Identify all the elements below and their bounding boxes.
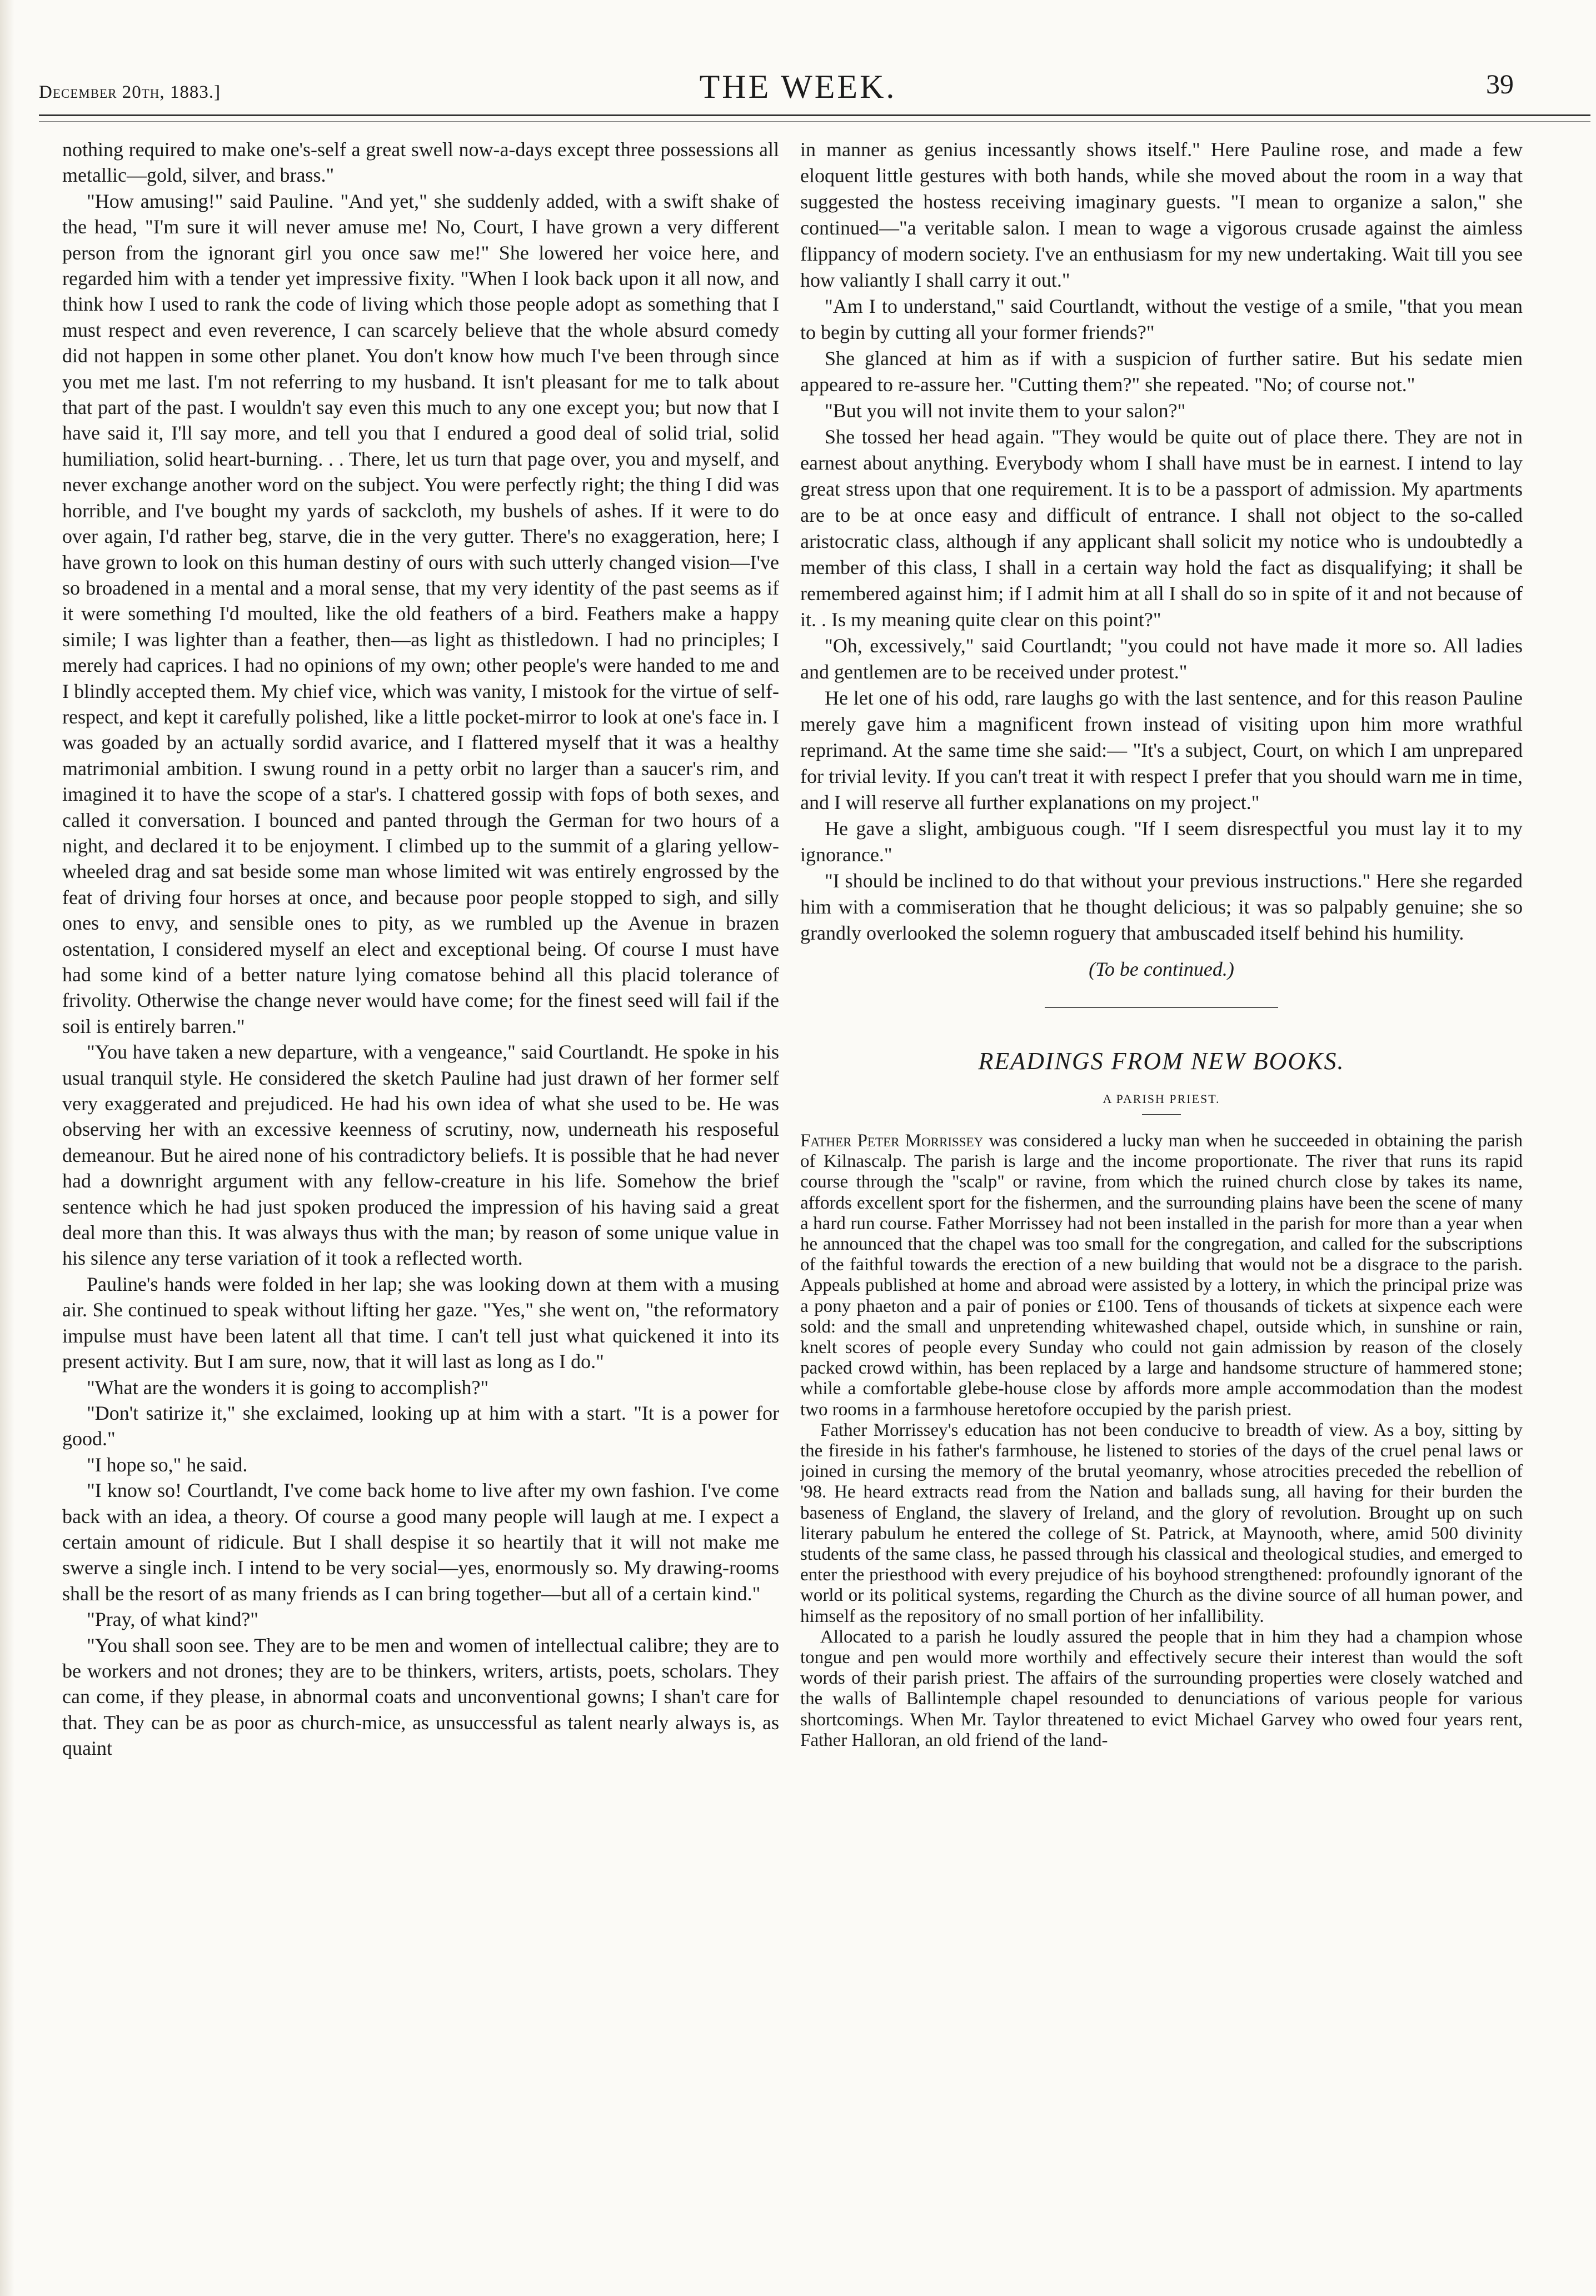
paragraph-text: was considered a lucky man when he succeeded in obtaining the parish of Kilnascalp. The parish is large and the income proportionate. The river that runs its rapid course through the "scalp" or ravine, from which the ruined church close by takes its name, affords excellent sport for the fishermen, and the surrounding plains have been the scene of many a hard run course. Father Morrissey had not been installed in the parish for more than a year when he announced that the chapel was too small for the congregation, and called for the subscriptions of the faithful towards the erection of a new building that would not be a disgrace to the parish. Appeals published at home and abroad were assisted by a lottery, in which the principal prize was a pony phaeton and a pair of ponies or £100. Tens of thousands of tickets at sixpence each were sold: and the small and unpretending whitewashed chapel, outside which, in sunshine or rain, knelt scores of people every Sunday who could not gain admission by reason of the closely packed crowd within, has been replaced by a large and handsome structure of hammered stone; while a comfortable glebe-house close by affords more ample accommodation than the modest two rooms in a farmhouse heretofore occupied by the parish priest. [800,1131,1523,1420]
paragraph: "Am I to understand," said Courtlandt, without the vestige of a smile, "that you mean to begin by cutting all your former friends?" [800,295,1523,343]
paragraph: "I hope so," he said. [87,1453,248,1476]
paragraph: She tossed her head again. "They would be quite out of place there. They are not in earnest about anything. Everybody whom I shall have must be in earnest. I intend to lay great stress upon that one requirement. It is to be a passport of admission. My apartments are to be at once easy and difficult of entrance. I shall not object to the so-called aristocratic class, although if any applicant shall solicit my notice who is undoubtedly a member of this class, I shall in a certain way hold the fact as disqualifying; it shall be remembered against him; if I admit him at all I shall do so in spite of it and not because of it. . Is my meaning quite clear on this point?" [800,426,1523,631]
to-be-continued: (To be continued.) [1089,958,1234,980]
paragraph: in manner as genius incessantly shows itself." Here Pauline rose, and made a few eloquent little gestures with both hands, while she moved about the room in a way that suggested the hostess receiving imaginary guests. "I mean to organize a salon," she continued—"a veritable salon. I mean to wage a vigorous crusade against the aimless flippancy of modern society. I've an enthusiasm for my new undertaking. Wait till you see how valiantly I shall carry it out." [800,138,1523,291]
scan-edge-shadow [0,0,14,2296]
paragraph: "Pray, of what kind?" [87,1608,258,1631]
paragraph: He gave a slight, ambiguous cough. "If I seem disrespectful you must lay it to my ignorance." [800,817,1523,866]
paragraph: "I know so! Courtlandt, I've come back home to live after my own fashion. I've come back with an idea, a theory. Of course a good many people will laugh at me. I expect a certain amount of ridicule. But I shall despise it so heartily that it will not make me swerve a single inch. I intend to be very social—yes, enormously so. My drawing-rooms shall be the resort of as many friends as I can bring together—but all of a certain kind." [62,1479,779,1605]
paragraph: "You have taken a new departure, with a vengeance," said Courtlandt. He spoke in his usual tranquil style. He considered the sketch Pauline had just drawn of her former self very exaggerated and prejudiced. He had his own idea of what she used to be. He was observing her with an excessive keenness of scrutiny, now, underneath his resposeful demeanour. But he aired none of his contradictory beliefs. It is possible that he had never had a downright argument with any fellow-creature in his life. Somehow the brief sentence which he had just spoken produced the impression of his having said a great deal more than this. It was always thus with the man; by reason of some unique value in his silence any terse variation of it took a reflected worth. [62,1041,779,1270]
section-separator [1045,1007,1278,1008]
paragraph: nothing required to make one's-self a great swell now-a-days except three possessions all metallic—gold, silver, and brass." [62,138,779,187]
paragraph: She glanced at him as if with a suspicion of further satire. But his sedate mien appeared to re-assure her. "Cutting them?" she repeated. "No; of course not." [800,347,1523,396]
paragraph: "Don't satirize it," she exclaimed, looking up at him with a start. "It is a power for good." [62,1401,779,1450]
paragraph: "What are the wonders it is going to accomplish?" [87,1376,489,1399]
article-heading-rule [1142,1114,1181,1115]
paragraph: "But you will not invite them to your salon?" [825,400,1186,422]
paragraph [800,1131,1523,1420]
issue-date: December 20th, 1883.] [39,82,221,102]
article-body [800,1131,1523,1751]
page-header [0,0,1596,133]
paragraph: "How amusing!" said Pauline. "And yet," she suddenly added, with a swift shake of the head, "I'm sure it will never amuse me! No, Court, I have grown a very different person from the ignorant girl you once saw me!" She lowered her voice here, and regarded him with a tender yet impressive fixity. "When I look back upon it all now, and think how I used to rank the code of living which those people adopt as something that I must respect and even reverence, I can scarcely believe that the whole absurd comedy did not happen in some other planet. You don't know how much I've been through since you met me last. I'm not referring to my husband. It isn't pleasant for me to talk about that part of the past. I wouldn't say even this much to any one except you; but now that I have said it, I'll say more, and tell you that I endured a good deal of solid trial, solid humiliation, solid heart-burning. . . There, let us turn that page over, you and myself, and never exchange another word on the subject. You were perfectly right; the thing I did was horrible, and I've bought my yards of sackcloth, my bushels of ashes. If it were to do over again, I'd rather beg, starve, die in the very gutter. There's no exaggeration, here; I have grown to look on this human destiny of ours with such utterly changed vision—I've so broadened in a mental and a moral sense, that my very identity of the past seems as if it were something I'd moulted, like the old feathers of a bird. Feathers make a happy simile; I was lighter than a feather, then—as light as thistledown. I had no principles; I merely had caprices. I had no opinions of my own; other people's were handed to me and I blindly accepted them. My chief vice, which was vanity, I mistook for the virtue of self-respect, and kept it carefully polished, like a little pocket-mirror to look at one's face in. I was goaded by an actually sordid avarice, and I flattered myself that it was a healthy matrimonial ambition. I swung round in a petty orbit no larger than a saucer's rim, and imagined it to have the scope of a star's. I chattered gossip with fops of both sexes, and called it conversation. I bounced and panted through the German for two hours of a night, and declared it to be enjoyment. I climbed up to the summit of a glaring yellow-wheeled drag and sat beside some man whose limited wit was entirely engrossed by the feat of driving four horses at once, and because poor people stopped to sigh, and silly ones to envy, and sensible ones to pity, as we rumbled up the Avenue in brazen ostentation, I considered myself an elect and exceptional being. Of course I must have had some kind of a better nature lying comatose behind all this placid tolerance of frivolity. Otherwise the change never would have come; for the finest seed will fail if the soil is entirely barren." [62,189,779,1037]
paragraph: Pauline's hands were folded in her lap; she was looking down at them with a musing air. She continued to speak without lifting her gaze. "Yes," she went on, "the reformatory impulse must have been latent all that time. I can't tell just what quickened it into its present activity. But I am sure, now, that it will last as long as I do." [62,1272,779,1373]
serial-continuation [800,137,1523,982]
publication-title: THE WEEK. [699,68,897,105]
paragraph: "You shall soon see. They are to be men and women of intellectual calibre; they are to be workers and not drones; they are to be thinkers, writers, artists, poets, scholars. They can come, if they please, in abnormal coats and unconventional gowns; I shan't care for that. They can be as poor as church-mice, as unsuccessful as talent nearly always is, as quaint [62,1634,779,1760]
right-column [800,137,1523,2287]
article-heading: A PARISH PRIEST. [1103,1092,1220,1106]
left-column [62,137,779,2287]
paragraph: He let one of his odd, rare laughs go with the last sentence, and for this reason Pauline merely gave him a magnificent frown instead of visiting upon him more wrathful reprimand. At the same time she said:— "It's a subject, Court, on which I am unprepared for trivial levity. If you can't treat it with respect I prefer that you should warn me in time, and I will reserve all further explanations on my project." [800,687,1523,813]
paragraph: "I should be inclined to do that without your previous instructions." Here she regarded him with a commiseration that he thought delicious; it was so palpably genuine; she so grandly overlooked the solemn roguery that ambuscaded itself behind his humility. [800,870,1523,944]
section-heading: READINGS FROM NEW BOOKS. [978,1047,1345,1075]
header-rule-thin [39,121,1590,122]
page-number: 39 [1486,68,1514,99]
lead-in: Father Peter Morrissey [800,1131,984,1151]
header-rule [39,114,1590,116]
paragraph: Father Morrissey's education has not been conducive to breadth of view. As a boy, sitting by the fireside in his father's farmhouse, he listened to stories of the days of the cruel penal laws or joined in cursing the memory of the brutal yeomanry, whose atrocities preceded the rebellion of '98. He heard extracts read from the Nation and ballads sung, all having for their burden the baseness of England, the slavery of Ireland, and the glory of revolution. Brought up on such literary pabulum he entered the college of St. Patrick, at Maynooth, where, amid 500 divinity students of the same class, he passed through his classical and theological studies, and emerged to enter the priesthood with every prejudice of his boyhood strengthened: profoundly ignorant of the world or its political systems, regarding the Church as the divine source of all human power, and himself as the repository of no small portion of her infallibility. [800,1420,1523,1626]
paragraph: Allocated to a parish he loudly assured the people that in him they had a champion whose tongue and pen would more worthily and effectively secure their interest than would the soft words of their parish priest. The affairs of the surrounding properties were closely watched and the walls of Ballintemple chapel resounded to denunciations of various people for various shortcomings. When Mr. Taylor threatened to evict Michael Garvey who owed four years rent, Father Halloran, an old friend of the land- [800,1626,1523,1750]
paragraph: "Oh, excessively," said Courtlandt; "you could not have made it more so. All ladies and gentlemen are to be received under protest." [800,635,1523,683]
